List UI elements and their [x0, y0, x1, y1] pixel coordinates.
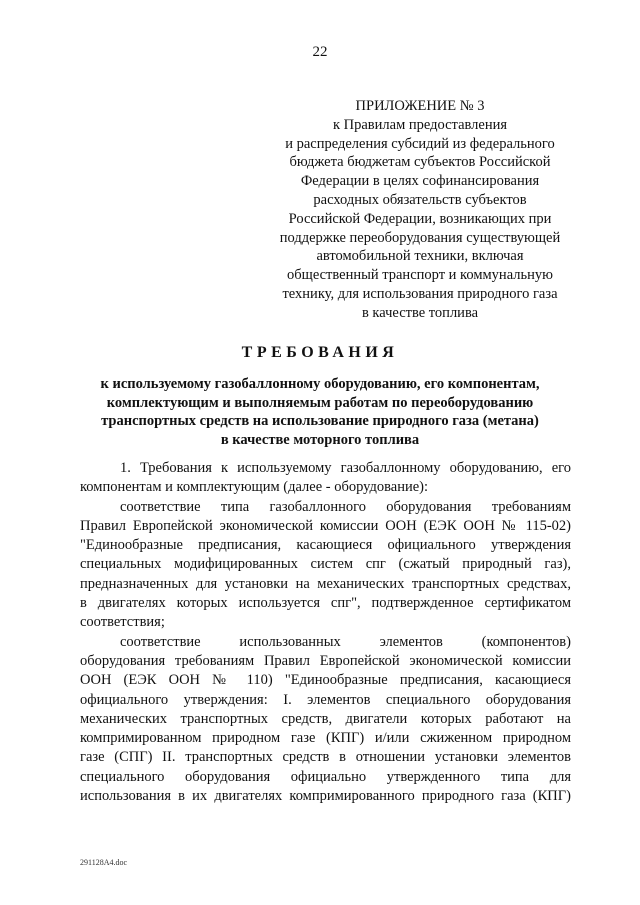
- body-line: механических транспортных средств, двигатели которых работают на: [80, 710, 571, 727]
- appendix-line: ПРИЛОЖЕНИЕ № 3: [355, 98, 485, 114]
- body-line: соответствия;: [80, 614, 165, 631]
- body-line: предназначенных для установки на механических транспортных средствах,: [80, 575, 571, 592]
- subtitle-line: к используемому газобаллонному оборудованию, его компонентам,: [100, 376, 540, 392]
- body-line: в двигателях которых используется спг", подтвержденное сертификатом: [80, 595, 571, 612]
- body-line: компримированном природном газе (КПГ) и/или сжиженном природном: [80, 730, 571, 747]
- appendix-line: поддержке переоборудования существующей: [279, 229, 561, 246]
- body-line: 1. Требования к используемому газобаллонному оборудованию, его: [120, 460, 571, 476]
- body-line: оборудования требованиям Правил Европейской экономической комиссии: [80, 652, 571, 669]
- appendix-line: расходных обязательств субъектов: [313, 191, 527, 208]
- subtitle-line: транспортных средств на использование природного газа (метана): [101, 413, 539, 430]
- page-number: 22: [312, 44, 328, 60]
- body-line: соответствие типа газобаллонного оборудования требованиям: [120, 498, 571, 515]
- body-line: Правил Европейской экономической комиссии ООН (ЕЭК ООН № 115-02): [80, 517, 571, 534]
- body-line: ООН (ЕЭК ООН № 110) "Единообразные предписания, касающиеся: [80, 672, 571, 689]
- body-line: газе (СПГ) II. транспортных средств в отношении установки элементов: [80, 749, 571, 766]
- appendix-line: в качестве топлива: [361, 304, 479, 321]
- appendix-line: и распределения субсидий из федерального: [285, 135, 555, 152]
- document-title: ТРЕБОВАНИЯ: [241, 344, 399, 361]
- appendix-line: общественный транспорт и коммунальную: [287, 267, 553, 284]
- body-line: официального утверждения: I. элементов специального оборудования: [80, 691, 571, 708]
- body-line: компонентам и комплектующим (далее - оборудование):: [80, 479, 429, 496]
- appendix-line: Федерации в целях софинансирования: [300, 173, 540, 190]
- appendix-line: технику, для использования природного газа: [282, 285, 558, 302]
- appendix-line: автомобильной техники, включая: [316, 248, 524, 265]
- subtitle-line: в качестве моторного топлива: [220, 431, 420, 448]
- appendix-header: [270, 97, 570, 323]
- body-line: специального оборудования официально утвержденного типа для: [80, 768, 571, 785]
- body-text: [80, 459, 571, 806]
- file-name-footer: 291128A4.doc: [80, 858, 128, 867]
- body-line: специальных модифицированных систем спг (сжатый природный газ),: [80, 556, 571, 573]
- appendix-line: Российской Федерации, возникающих при: [288, 210, 552, 227]
- body-line: использования в их двигателях компримированного природного газа (КПГ): [80, 788, 571, 805]
- body-line: "Единообразные предписания, касающиеся официального утверждения: [80, 537, 571, 554]
- document-subtitle: [60, 375, 580, 449]
- appendix-line: бюджета бюджетам субъектов Российской: [289, 154, 551, 171]
- subtitle-line: комплектующим и выполняемым работам по переоборудованию: [106, 394, 534, 411]
- body-line: соответствие использованных элементов (компонентов): [120, 633, 571, 650]
- appendix-line: к Правилам предоставления: [332, 116, 508, 133]
